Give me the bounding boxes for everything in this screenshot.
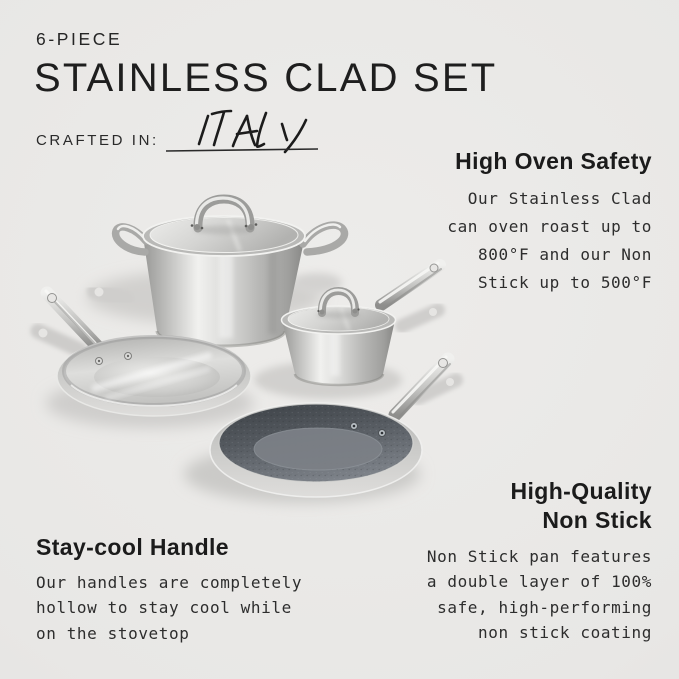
pot-right-handle (303, 225, 345, 252)
feature-line: Our handles are completely (36, 573, 303, 592)
crafted-in-label: CRAFTED IN: (36, 132, 159, 149)
feature-heading-line: High-Quality (510, 478, 652, 504)
feature-stay-cool-handle (36, 533, 302, 646)
feature-non-stick (427, 477, 652, 646)
feature-heading-line: Non Stick (542, 507, 652, 533)
feature-line: can oven roast up to (447, 217, 652, 236)
feature-oven-safety (447, 147, 652, 297)
feature-line: hollow to stay cool while (36, 598, 292, 618)
feature-line: safe, high-performing (437, 597, 652, 617)
feature-heading: High Oven Safety (455, 148, 652, 174)
feature-line: a double layer of 100% (426, 572, 652, 592)
feature-heading (427, 477, 652, 535)
piece-count-label: 6-PIECE (36, 29, 123, 49)
feature-heading: Stay-cool Handle (36, 534, 229, 560)
page-title: STAINLESS CLAD SET (34, 56, 498, 100)
feature-line: 800°F and our Non (478, 245, 652, 264)
feature-line: on the stovetop (36, 623, 190, 643)
pot-left-handle (116, 227, 146, 252)
crafted-in-underline (166, 149, 318, 151)
handwritten-italy (148, 100, 328, 160)
feature-line: Our Stainless Clad (467, 189, 652, 208)
feature-line: Non Stick pan features (426, 547, 652, 566)
feature-line: Stick up to 500°F (478, 273, 652, 292)
feature-line: non stick coating (478, 623, 652, 643)
